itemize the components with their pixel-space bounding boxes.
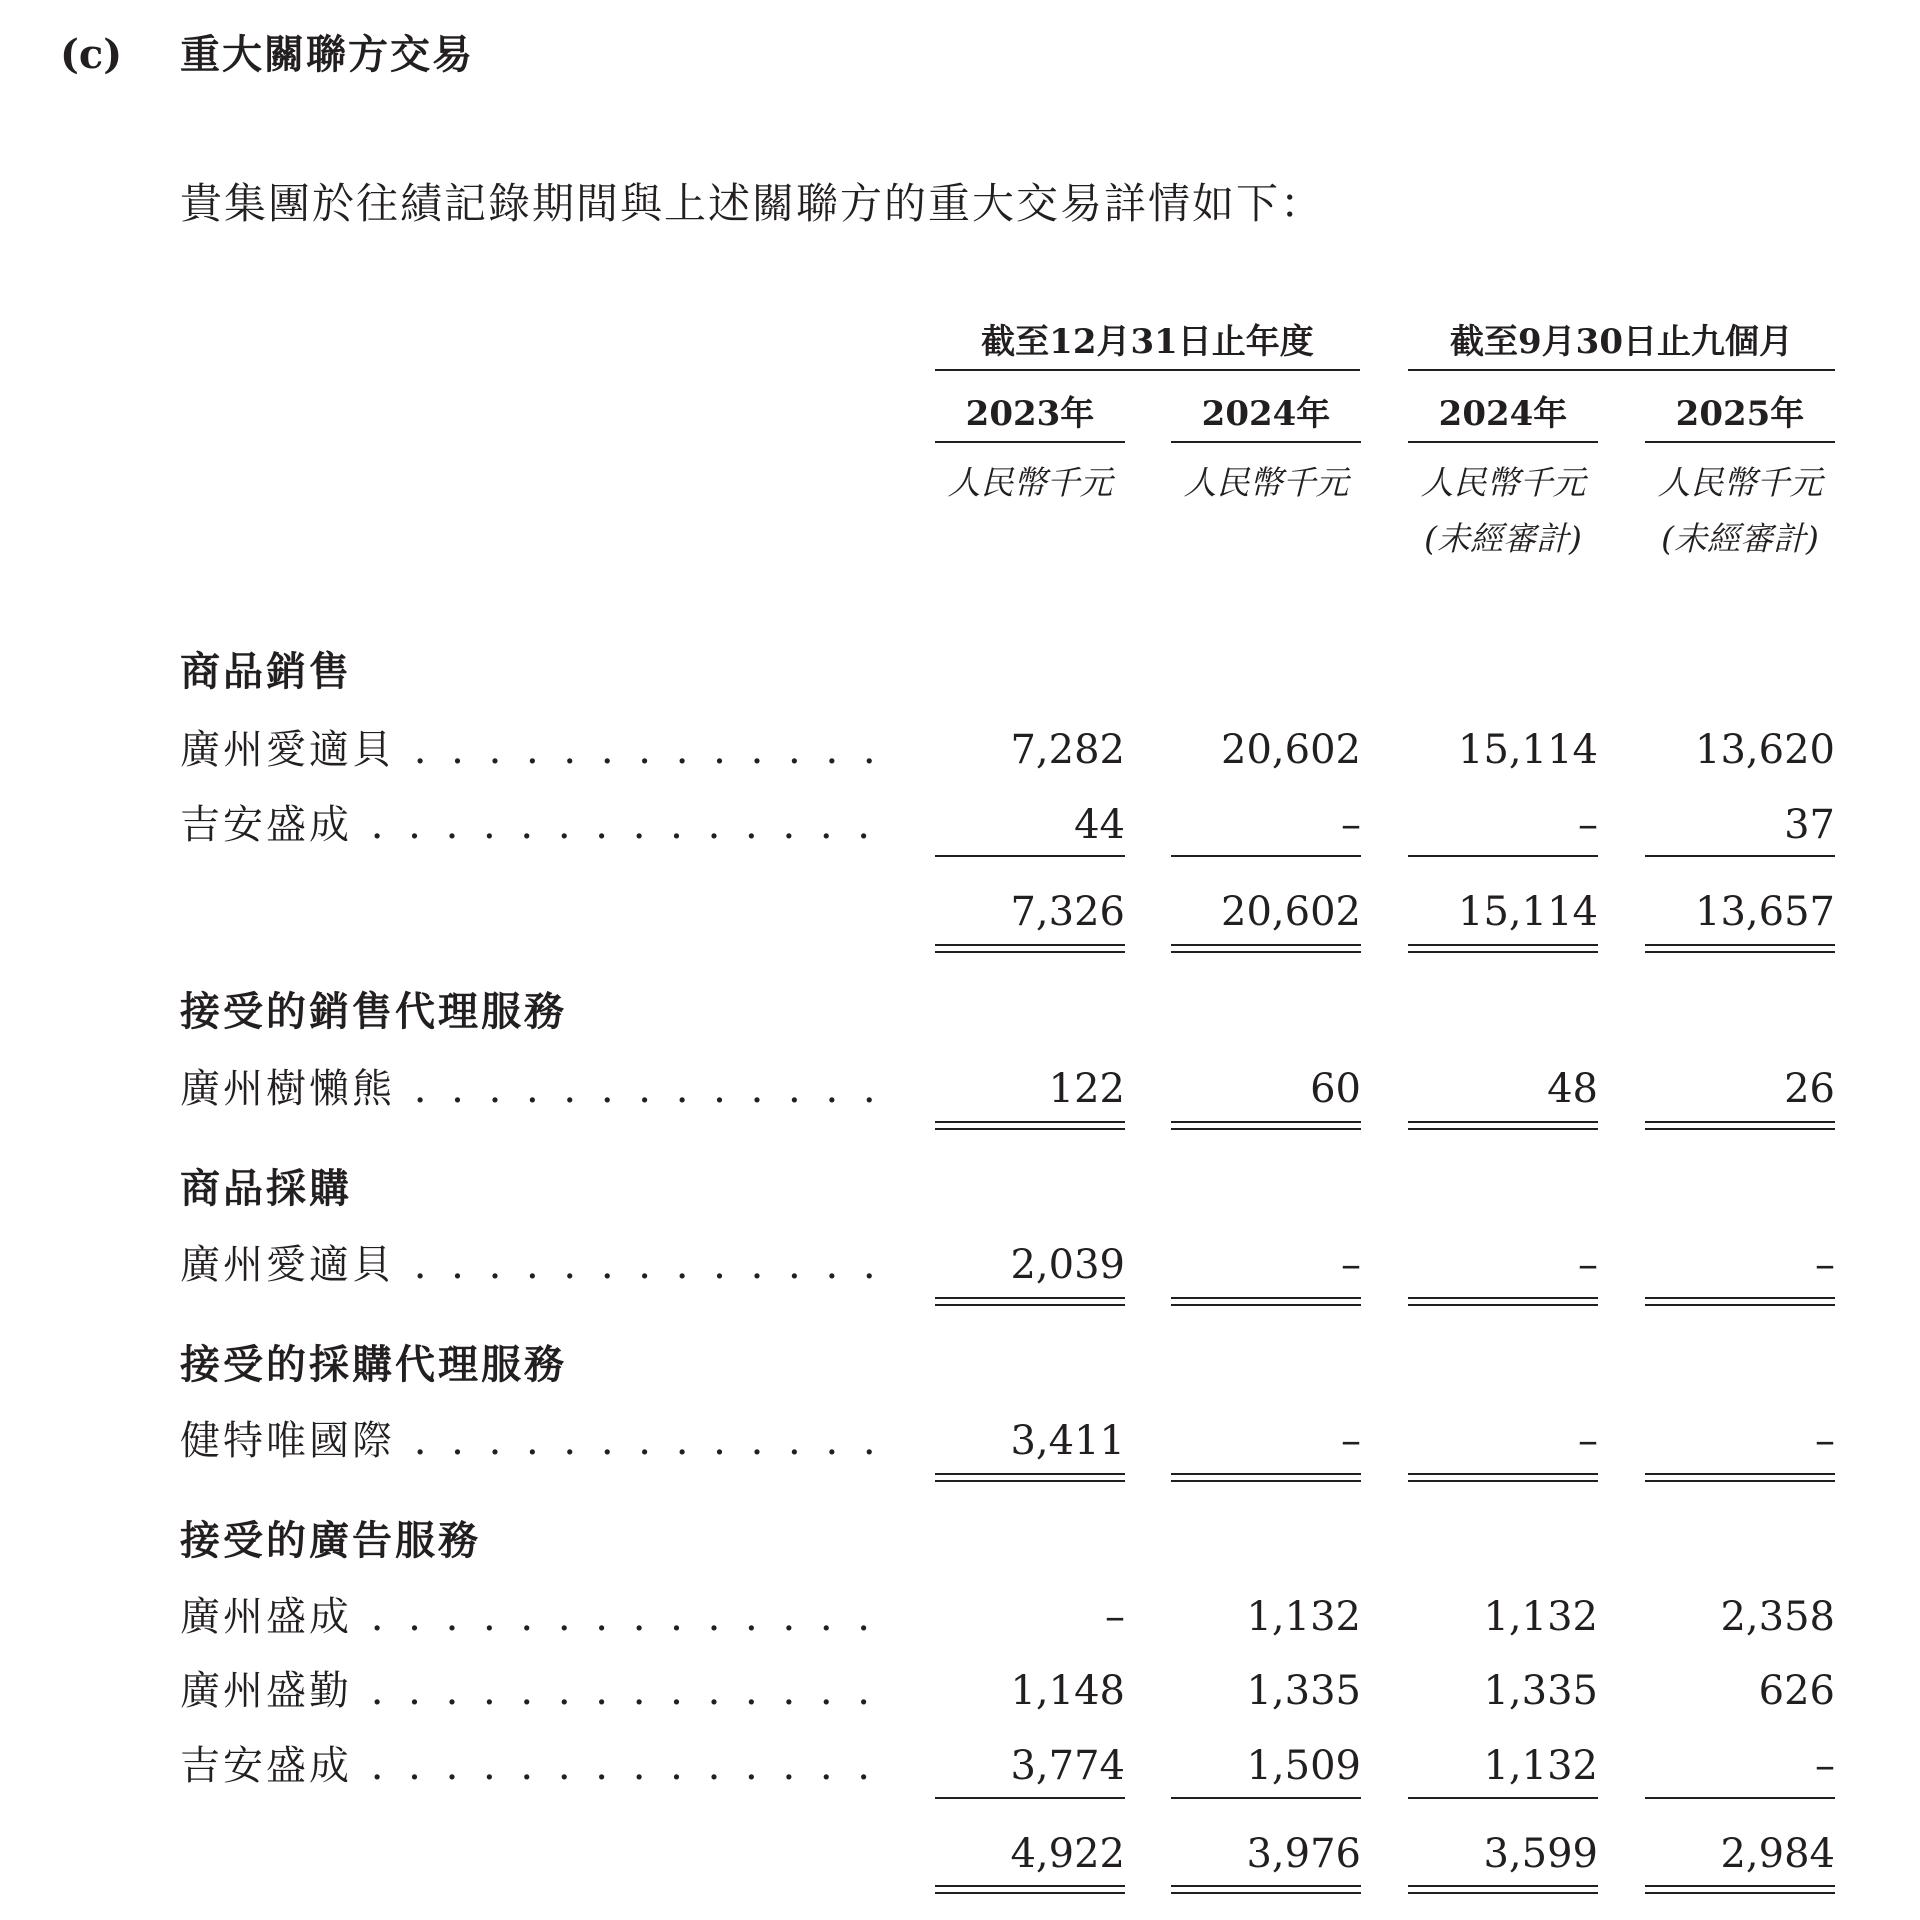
total-cell: 7,326 (1010, 889, 1125, 935)
unit-label: 人民幣千元 (1657, 463, 1823, 502)
year-header: 2025年 (1675, 394, 1805, 434)
period-header-nine-months: 截至9月30日止九個月 (1450, 322, 1793, 362)
total-cell: 13,657 (1695, 889, 1835, 935)
total-double-rule (1645, 1121, 1835, 1130)
total-double-rule (1645, 1473, 1835, 1482)
unit-label: 人民幣千元 (1420, 463, 1586, 502)
table-cell: 2,039 (1010, 1242, 1125, 1288)
total-double-rule (935, 1885, 1125, 1894)
total-double-rule (1408, 944, 1598, 953)
total-double-rule (1645, 1297, 1835, 1306)
subtotal-rule (935, 1797, 1125, 1799)
table-cell: 1,335 (1246, 1668, 1361, 1714)
subtotal-rule (1645, 1797, 1835, 1799)
total-cell: 15,114 (1458, 889, 1598, 935)
table-cell: 20,602 (1221, 727, 1361, 773)
total-double-rule (1171, 944, 1361, 953)
table-cell: – (1578, 802, 1598, 848)
total-double-rule (1171, 1297, 1361, 1306)
table-cell: 122 (1048, 1066, 1125, 1112)
total-double-rule (1171, 1121, 1361, 1130)
period-header-year: 截至12月31日止年度 (981, 322, 1314, 362)
row-label: 廣州盛勤 . . . (180, 1664, 890, 1718)
subtotal-rule (1171, 1797, 1361, 1799)
row-label: 廣州樹懶熊 . . . (180, 1062, 890, 1116)
table-cell: 1,148 (1010, 1668, 1125, 1714)
table-cell: – (1341, 1242, 1361, 1288)
table-cell: 1,132 (1483, 1594, 1598, 1640)
total-double-rule (1408, 1473, 1598, 1482)
table-cell: – (1341, 802, 1361, 848)
total-double-rule (1171, 1885, 1361, 1894)
total-double-rule (935, 1121, 1125, 1130)
row-label: 健特唯國際 . . . (180, 1414, 890, 1468)
total-double-rule (935, 944, 1125, 953)
year-rule (1645, 441, 1835, 443)
section-marker: (c) (60, 31, 123, 78)
table-cell: 3,411 (1010, 1418, 1125, 1464)
section-heading-purchase-agency: 接受的採購代理服務 (180, 1341, 567, 1388)
total-double-rule (1408, 1121, 1598, 1130)
total-cell: 3,976 (1246, 1831, 1361, 1877)
table-cell: 48 (1547, 1066, 1598, 1112)
period-rule (935, 369, 1360, 371)
table-cell: – (1341, 1418, 1361, 1464)
subtotal-rule (1408, 1797, 1598, 1799)
unit-label: 人民幣千元 (1183, 463, 1349, 502)
table-cell: 3,774 (1010, 1743, 1125, 1789)
table-cell: – (1105, 1594, 1125, 1640)
total-cell: 20,602 (1221, 889, 1361, 935)
year-rule (1408, 441, 1598, 443)
unaudited-label: (未經審計) (1661, 519, 1819, 558)
row-label: 吉安盛成 . . . (180, 798, 890, 852)
total-double-rule (935, 1297, 1125, 1306)
section-title: 重大關聯方交易 (180, 31, 474, 78)
table-cell: 15,114 (1458, 727, 1598, 773)
year-header: 2024年 (1201, 394, 1331, 434)
year-rule (1171, 441, 1361, 443)
year-header: 2024年 (1438, 394, 1568, 434)
subtotal-rule (935, 855, 1125, 857)
row-label: 吉安盛成 . . . (180, 1739, 890, 1793)
year-rule (935, 441, 1125, 443)
unit-label: 人民幣千元 (947, 463, 1113, 502)
subtotal-rule (1171, 855, 1361, 857)
table-cell: 2,358 (1720, 1594, 1835, 1640)
total-double-rule (1645, 1885, 1835, 1894)
table-cell: – (1815, 1242, 1835, 1288)
table-cell: – (1815, 1418, 1835, 1464)
year-header: 2023年 (965, 394, 1095, 434)
total-double-rule (1408, 1297, 1598, 1306)
table-cell: 1,132 (1246, 1594, 1361, 1640)
section-heading-sales-agency: 接受的銷售代理服務 (180, 988, 567, 1035)
table-cell: – (1578, 1418, 1598, 1464)
total-double-rule (935, 1473, 1125, 1482)
table-cell: – (1815, 1743, 1835, 1789)
table-cell: 44 (1074, 802, 1125, 848)
table-cell: 37 (1784, 802, 1835, 848)
period-rule (1408, 369, 1835, 371)
section-heading-goods-sales: 商品銷售 (180, 648, 352, 695)
total-cell: 3,599 (1483, 1831, 1598, 1877)
subtotal-rule (1408, 855, 1598, 857)
section-heading-goods-purchase: 商品採購 (180, 1165, 352, 1212)
table-cell: 626 (1758, 1668, 1835, 1714)
subtotal-rule (1645, 855, 1835, 857)
row-label: 廣州愛適貝 . . . (180, 1238, 890, 1292)
table-cell: 26 (1784, 1066, 1835, 1112)
total-cell: 2,984 (1720, 1831, 1835, 1877)
table-cell: 1,335 (1483, 1668, 1598, 1714)
section-heading-advertising: 接受的廣告服務 (180, 1517, 481, 1564)
row-label: 廣州盛成 . . . (180, 1590, 890, 1644)
total-double-rule (1171, 1473, 1361, 1482)
unaudited-label: (未經審計) (1424, 519, 1582, 558)
table-cell: 60 (1310, 1066, 1361, 1112)
table-cell: 1,509 (1246, 1743, 1361, 1789)
table-cell: 1,132 (1483, 1743, 1598, 1789)
table-cell: 13,620 (1695, 727, 1835, 773)
table-cell: 7,282 (1010, 727, 1125, 773)
intro-paragraph: 貴集團於往績記錄期間與上述關聯方的重大交易詳情如下： (180, 179, 1325, 228)
total-double-rule (1408, 1885, 1598, 1894)
total-double-rule (1645, 944, 1835, 953)
row-label: 廣州愛適貝 . . . (180, 723, 890, 777)
table-cell: – (1578, 1242, 1598, 1288)
total-cell: 4,922 (1010, 1831, 1125, 1877)
